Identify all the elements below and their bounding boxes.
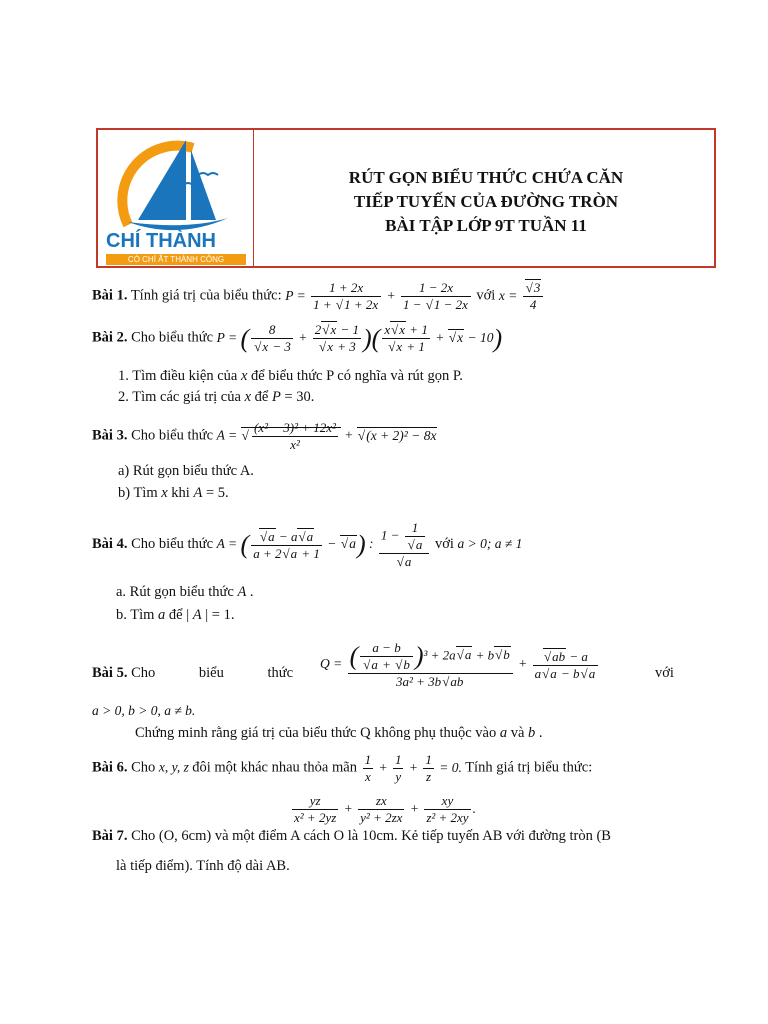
problem-5: Bài 5. Cho biểu thức <box>92 665 294 681</box>
problem-5-note: Chứng minh rằng giá trị của biểu thức Q không phụ thuộc vào a và b . <box>135 725 543 741</box>
header-titles <box>258 166 714 238</box>
header-divider <box>253 130 254 266</box>
title-line-2: TIẾP TUYẾN CỦA ĐƯỜNG TRÒN <box>353 192 619 211</box>
problem-5-with: với <box>655 665 674 681</box>
problem-3: Bài 3. Cho biểu thức A = √ $\frac{\text{(x² − 3)² + 12x²}}{\text{x²}}$ + √ (x + 2)² − 8x <box>92 420 437 453</box>
problem-5-formula: Q = ( a − b √ a + √ b )³ + 2a√ a + b√ b 3a² + 3b√ ab + √ $\frac{ab - a}{a√ a - b√ a}$ <box>320 640 600 690</box>
problem-6: Bài 6. Cho x, y, z đôi một khác nhau thỏa mãn $\frac{1}{x}$ + $\frac{1}{y}$ + $\frac{1}{z}$ = 0. Tính giá trị biểu thức: <box>92 752 593 784</box>
problem-7: Bài 7. Cho (O, 6cm) và một điểm A cách O là 10cm. Kẻ tiếp tuyến AB với đường tròn (B <box>92 828 611 844</box>
logo-name: CHÍ THÀNH <box>106 230 216 252</box>
problem-1: Bài 1. Tính giá trị của biểu thức: P = $\frac{1 + 2x}{1 + √ 1 + 2x}$ + $\frac{1 - 2x}{1 - √ 1 - 2x}$ với x = √ $\frac{3}{4}$ <box>92 280 545 313</box>
problem-2: Bài 2. Cho biểu thức P = ( 8 √ x − 3 + 2√ x − 1 √ x + 3 )( x√ x + 1 √ x + 1 + √ x − 10) <box>92 322 502 355</box>
problem-3-item-a: a) Rút gọn biểu thức A. <box>118 463 254 479</box>
problem-6-expression: $\frac{yz}{\text{x² + 2yz}}$ + $\frac{zx}{\text{y² + 2zx}}$ + $\frac{xy}{\text{z² + 2xy}}$ . <box>294 793 476 825</box>
logo <box>98 130 253 268</box>
problem-4-item-b: b. Tìm a để | A | = 1. <box>116 607 235 623</box>
problem-3-item-b: b) Tìm x khi A = 5. <box>118 485 229 501</box>
problem-2-item-2: 2. Tìm các giá trị của x để P = 30. <box>118 389 315 405</box>
problem-4-item-a: a. Rút gọn biểu thức A . <box>116 584 254 600</box>
header-box <box>96 128 716 268</box>
problem-4: Bài 4. Cho biểu thức A = ( √ $\frac{a - a√ a}{a + 2√ a + 1}$ − √ a) : 1 − 1 √ a √ a với a > 0; a ≠ 1 <box>92 520 522 570</box>
title-line-1: RÚT GỌN BIỂU THỨC CHỨA CĂN <box>348 168 624 187</box>
logo-slogan: CÓ CHÍ ẮT THÀNH CÔNG <box>106 254 246 265</box>
title-line-3: BÀI TẬP LỚP 9T TUẦN 11 <box>385 216 587 235</box>
problem-7-line-2: là tiếp điểm). Tính độ dài AB. <box>116 858 290 874</box>
problem-5-condition: a > 0, b > 0, a ≠ b. <box>92 703 196 718</box>
problem-2-item-1: 1. Tìm điều kiện của x để biểu thức P có nghĩa và rút gọn P. <box>118 368 463 384</box>
